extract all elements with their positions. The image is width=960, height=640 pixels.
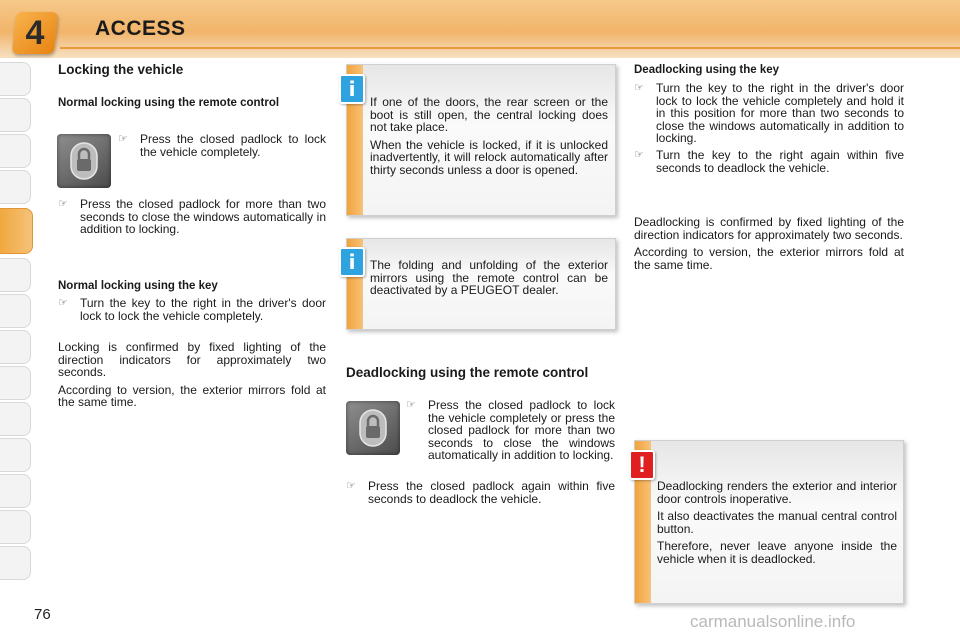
chapter-tab[interactable] [0, 474, 31, 508]
bullet-deadlock-key-lock: ☞ Turn the key to the right in the driver's door lock to lock the vehicle completely and hold it in this position for more than two seconds to close the windows automatically in addition to locking. [634, 81, 904, 146]
bullet-hand-icon: ☞ [346, 480, 356, 492]
chapter-tabs [0, 62, 34, 582]
chapter-tab[interactable] [0, 170, 31, 204]
chapter-number: 4 [25, 14, 45, 52]
chapter-tab[interactable] [0, 510, 31, 544]
bullet-key-lock: ☞ Turn the key to the right in the driver's door lock to lock the vehicle completely. [58, 296, 326, 323]
remote-key-image [57, 134, 111, 188]
chapter-tab[interactable] [0, 330, 31, 364]
bullet-deadlock-key-again: ☞ Turn the key to the right again within five seconds to deadlock the vehicle. [634, 148, 904, 175]
bullet-hand-icon: ☞ [118, 133, 128, 145]
bullet-deadlock-remote-lock: ☞ Press the closed padlock to lock the vehicle completely or press the closed padlock for more than two seconds to close the windows automatically in addition to locking. [406, 398, 615, 463]
bullet-hand-icon: ☞ [634, 149, 644, 161]
paragraph-deadlocking-confirm: Deadlocking is confirmed by fixed lighting of the direction indicators for approximately two seconds. According to version, the exterior mirrors fold at the same time. [634, 215, 904, 272]
bullet-remote-lock: ☞ Press the closed padlock to lock the vehicle completely. [118, 132, 326, 159]
page-title: ACCESS [95, 17, 186, 40]
bullet-hand-icon: ☞ [58, 297, 68, 309]
subheading-deadlocking-key: Deadlocking using the key [634, 64, 780, 76]
bullet-hand-icon: ☞ [58, 198, 68, 210]
padlock-icon [359, 409, 387, 447]
section-heading-deadlocking-remote: Deadlocking using the remote control [346, 365, 589, 380]
padlock-icon [70, 142, 98, 180]
chapter-tab[interactable] [0, 294, 31, 328]
chapter-tab[interactable] [0, 134, 31, 168]
page-number: 76 [34, 606, 51, 623]
paragraph-locking-confirm: Locking is confirmed by fixed lighting of the direction indicators for approximately two seconds. According to version, the exterior mirrors fold at the same time. [58, 340, 326, 410]
remote-key-image [346, 401, 400, 455]
section-heading-locking: Locking the vehicle [58, 62, 184, 77]
subheading-remote-locking: Normal locking using the remote control [58, 97, 280, 109]
bullet-deadlock-remote-again: ☞ Press the closed padlock again within five seconds to deadlock the vehicle. [346, 479, 615, 506]
chapter-tab-active[interactable] [0, 208, 33, 254]
warning-text-deadlocking: Deadlocking renders the exterior and interior door controls inoperative. It also deactivates the manual central control button. Therefore, never leave anyone inside the vehicle when it is deadlocked. [657, 479, 897, 566]
chapter-tab[interactable] [0, 258, 31, 292]
bullet-hand-icon: ☞ [634, 82, 644, 94]
chapter-tab[interactable] [0, 438, 31, 472]
chapter-tab[interactable] [0, 98, 31, 132]
bullet-hand-icon: ☞ [406, 399, 416, 411]
info-text-mirrors: The folding and unfolding of the exterior mirrors using the remote control can be deactivated by a PEUGEOT dealer. [370, 258, 608, 298]
info-icon: i [339, 74, 365, 104]
chapter-tab[interactable] [0, 546, 31, 580]
chapter-tab[interactable] [0, 366, 31, 400]
header-rule [60, 47, 960, 49]
info-icon: i [339, 247, 365, 277]
chapter-tab[interactable] [0, 62, 31, 96]
info-text-central-locking: If one of the doors, the rear screen or the boot is still open, the central locking does not take place. When the vehicle is locked, if it is unlocked inadvertently, it will relock automatically after thirty seconds unless a door is opened. [370, 95, 608, 177]
warning-icon: ! [629, 450, 655, 480]
chapter-tab[interactable] [0, 402, 31, 436]
subheading-key-locking: Normal locking using the key [58, 280, 218, 292]
watermark: carmanualsonline.info [690, 612, 856, 631]
bullet-remote-windows: ☞ Press the closed padlock for more than two seconds to close the windows automatically in addition to locking. [58, 197, 326, 237]
